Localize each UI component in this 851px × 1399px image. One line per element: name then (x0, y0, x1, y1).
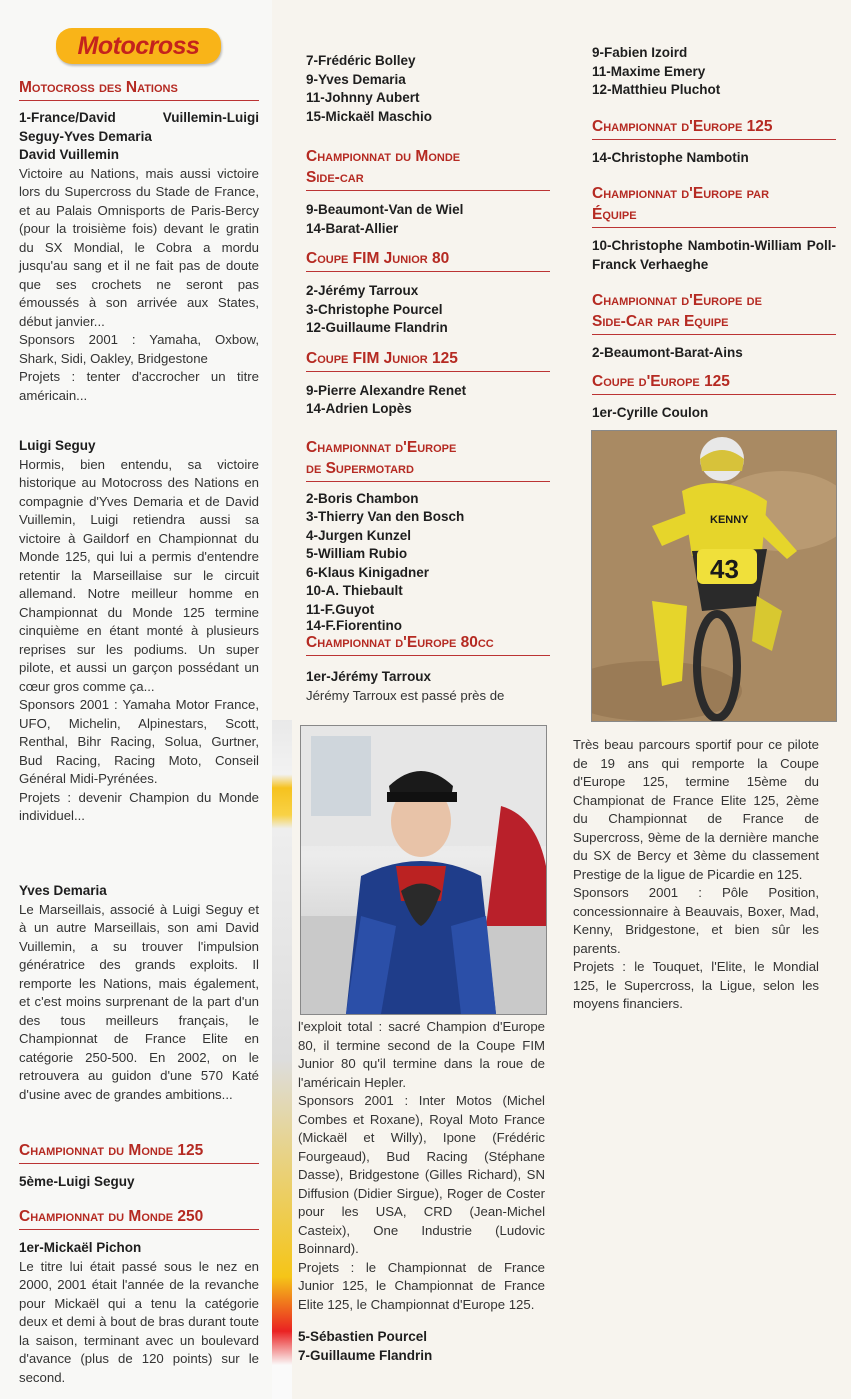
rider-name: Luigi Seguy (19, 438, 96, 453)
list-item: 14-F.Fiorentino (306, 618, 403, 633)
list-item: 2-Boris Chambon (306, 490, 419, 506)
result-line: 5ème-Luigi Seguy (19, 1174, 135, 1189)
rider-text: Victoire au Nations, mais aussi victoire lors du Supercross du Stade de France, et au Palais Omnisports de Paris-Bercy (pour la troisième fois) devant le gratin du SX Mondial, le Cobra a mordu jusqu'au sang et il ne fait pas de doute que ses crochets ne seront pas émoussés à son arrivée aux States, début janvier... (19, 165, 259, 329)
section-heading: Championnat du Monde 125 (19, 1140, 259, 1164)
column-left (0, 0, 272, 1399)
rider-projects: Projets : le Touquet, l'Elite, le Mondial 125, le Supercross, la Ligue, selon les moyens financiers. (573, 959, 819, 1011)
rider-sponsors: Sponsors 2001 : Pôle Position, concessionnaire à Beauvais, Boxer, Mad, Kenny, Bridgestone, et bien sûr les parents. (573, 885, 819, 956)
shirt-brand-text: KENNY (710, 514, 749, 526)
rider-text: Le titre lui était passé sous le nez en 2000, 2001 était l'année de la revanche pour Mickaël qui a tenu la catégorie deux et demi à bout de bras durant toute la saison, terminant avec un boulevard d'avance (plus de 120 points) sur le second. (19, 1258, 259, 1385)
rider-illustration (301, 726, 546, 1014)
rider-text: Hormis, bien entendu, sa victoire historique au Motocross des Nations en compagnie d'Yves Demaria et de David Vuillemin, Luigi retiendra aussi sa victoire à Gaildorf en Championnat du Monde 125, qui lui a permis d'entendre retentir la Marseillaise sur le circuit allemand. Notre meilleur homme en Championnat du Monde 125 termine cinquième en étant monté à plusieurs reprises sur les podiums. Un super pilote, et aussi un garçon possédant un cœur gros comme ça... (19, 456, 259, 694)
rider-name: David Vuillemin (19, 147, 120, 162)
list-item: 4-Jurgen Kunzel (306, 527, 412, 543)
rider-text: Très beau parcours sportif pour ce pilote de 19 ans qui remporte la Coupe d'Europe 125, termine 15ème du Championat de France Elite 125, 2ème du Championnat de France de Supercross, 9ème de la dernière manche du SX de Bercy et 3ème du classement Prestige de la ligue de Picardie en 125. (573, 737, 819, 882)
list-item: 9-Pierre Alexandre Renet (306, 382, 467, 398)
result-line: 1er-Cyrille Coulon (592, 404, 709, 420)
list-item: 14-Barat-Allier (306, 220, 399, 236)
section-heading (592, 183, 836, 228)
section-heading (592, 290, 836, 335)
list-item: 5-Sébastien Pourcel (298, 1329, 428, 1344)
result-line: 1-France/David Vuillemin-Luigi Seguy-Yves Demaria (19, 110, 259, 144)
section-heading: Coupe FIM Junior 125 (306, 348, 550, 372)
coulon-text-block (573, 736, 819, 1014)
heading-line: Side-car (306, 169, 364, 186)
section-heading: Championnat d'Europe 125 (592, 116, 836, 140)
list-item: 9-Yves Demaria (306, 71, 406, 87)
list-item: 7-Guillaume Flandrin (298, 1347, 433, 1363)
rider-photo (300, 725, 547, 1015)
heading-line: de Supermotard (306, 459, 414, 477)
list-item: 5-William Rubio (306, 546, 408, 561)
list-item: 11-Johnny Aubert (306, 90, 420, 105)
section-heading: Championnat d'Europe 80cc (306, 632, 550, 656)
section-heading: Coupe d'Europe 125 (592, 371, 836, 395)
list-item: 3-Christophe Pourcel (306, 301, 443, 317)
section-heading (306, 146, 550, 191)
list-item: 6-Klaus Kinigadner (306, 564, 430, 580)
seguy-section (19, 437, 259, 826)
list-item: 14-Adrien Lopès (306, 401, 412, 416)
heading-line: Championnat du Monde (306, 148, 461, 165)
bike-number-text: 43 (710, 554, 739, 584)
result-line: 1er-Mickaël Pichon (19, 1240, 142, 1255)
list-item: 11-Maxime Emery (592, 63, 706, 79)
column-right (592, 44, 836, 422)
heading-line: Équipe (592, 206, 637, 223)
motocross-illustration (592, 431, 836, 721)
heading-line: Championnat d'Europe (306, 438, 457, 456)
decorative-strip (272, 720, 292, 1399)
rider-projects: Projets : le Championnat de France Junior 125, le Championnat de France Elite 125, le Championnat d'Europe 125. (298, 1259, 545, 1312)
cm250-section (19, 1206, 259, 1387)
nations-section (19, 77, 259, 405)
section-heading: Championnat du Monde 250 (19, 1206, 259, 1230)
tarroux-continued (298, 1018, 545, 1365)
section-badge (56, 28, 221, 64)
result-line: 2-Beaumont-Barat-Ains (592, 345, 743, 360)
cm125-section (19, 1140, 259, 1192)
list-item: 3-Thierry Van den Bosch (306, 509, 465, 524)
motocross-photo (591, 430, 837, 722)
rider-text: l'exploit total : sacré Champion d'Europe 80, il termine second de la Coupe FIM Junior 80 qu'il termine dans la roue de l'américain Hepler. (298, 1019, 545, 1090)
rider-projects: Projets : tenter d'accrocher un titre américain... (19, 369, 259, 403)
rider-name: Yves Demaria (19, 883, 107, 898)
list-item: 7-Frédéric Bolley (306, 53, 416, 68)
section-heading (306, 437, 550, 482)
results-list (306, 52, 550, 126)
heading-line: Side-Car par Equipe (592, 313, 729, 330)
rider-sponsors: Sponsors 2001 : Yamaha, Oxbow, Shark, Sidi, Oakley, Bridgestone (19, 332, 259, 366)
results-list (298, 1328, 545, 1365)
list-item: 9-Beaumont-Van de Wiel (306, 202, 464, 217)
list-item: 12-Matthieu Pluchot (592, 82, 721, 97)
results-list (306, 382, 550, 419)
list-item: 15-Mickaël Maschio (306, 108, 433, 124)
rider-sponsors: Sponsors 2001 : Inter Motos (Michel Combes et Roxane), Royal Moto France (Mickaël et Willy), Ipone (Frédéric Fourgeaud), Bud Racing (Stéphane Dasse), Bridgestone (Gilles Richard), SN Diffusion (Didier Sirgue), Roger de Coster pour les USA, CRD (Jean-Michel Casteix), One Industrie (Ludovic Boinnard). (298, 1093, 545, 1256)
results-list (306, 201, 550, 238)
heading-line: Championnat d'Europe par (592, 185, 770, 202)
list-item: 2-Jérémy Tarroux (306, 283, 419, 298)
results-list (592, 44, 836, 100)
list-item: 9-Fabien Izoird (592, 45, 688, 60)
results-list (306, 490, 550, 633)
result-line: 14-Christophe Nambotin (592, 149, 749, 165)
column-middle (306, 52, 550, 705)
rider-projects: Projets : devenir Champion du Monde individuel... (19, 789, 259, 823)
results-list (306, 282, 550, 338)
result-line: 1er-Jérémy Tarroux (306, 669, 432, 684)
rider-sponsors: Sponsors 2001 : Yamaha Motor France, UFO, Michelin, Alpinestars, Scott, Renthal, Bihr Racing, Solua, Gurtner, Bud Racing, Racing Moto, Conseil Général Midi-Pyrénées. (19, 697, 259, 786)
rider-text: Jérémy Tarroux est passé près de (306, 687, 505, 703)
result-line: 10-Christophe Nambotin-William Poll-Franck Verhaeghe (592, 238, 836, 272)
list-item: 12-Guillaume Flandrin (306, 320, 448, 335)
heading-line: Championnat d'Europe de (592, 292, 762, 309)
list-item: 10-A. Thiebault (306, 583, 403, 598)
list-item: 11-F.Guyot (306, 601, 375, 617)
section-heading: Motocross des Nations (19, 77, 259, 101)
badge-label: Motocross (77, 32, 200, 60)
section-heading: Coupe FIM Junior 80 (306, 248, 550, 272)
demaria-section (19, 882, 259, 1104)
rider-text: Le Marseillais, associé à Luigi Seguy et à un autre Marseillais, son ami David Vuillemin, a su trouver l'impulsion génératrice des grands exploits. Il remporte les Nations, mais également, et c'est moins surprenant de la part d'un des tous meilleurs français, le Championnat de France Elite en catégorie 250-500. En 2002, on le retrouvera au guidon d'une 570 Katé d'usine avec de grandes ambitions... (19, 901, 259, 1102)
